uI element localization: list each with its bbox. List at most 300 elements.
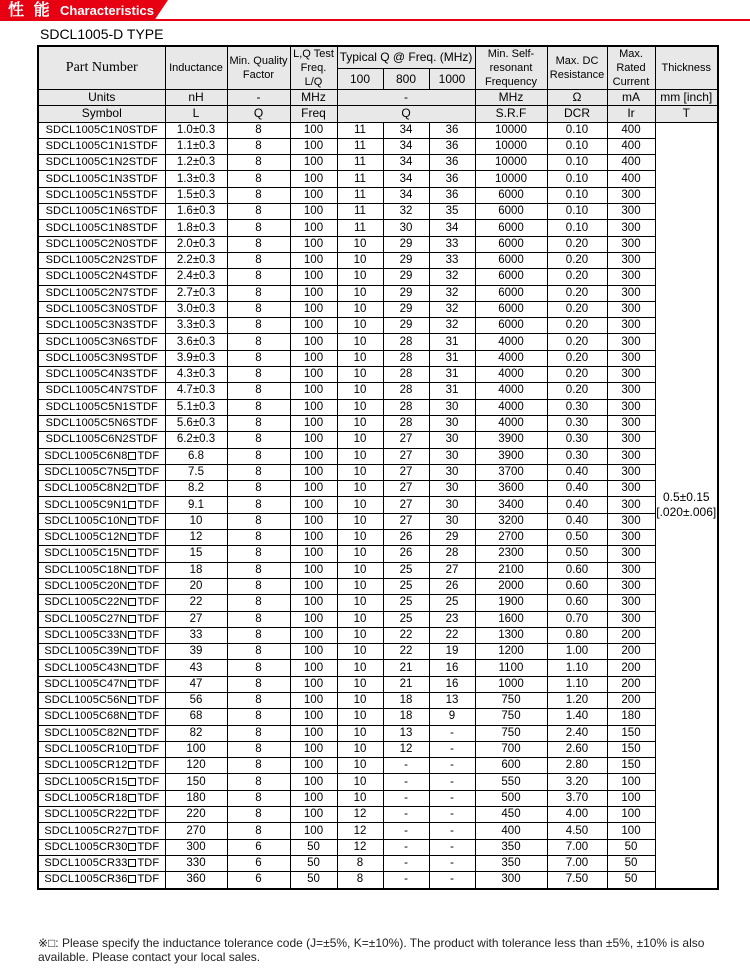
cell-q-800: 26 [383, 530, 429, 546]
cell-srf: 3900 [475, 432, 547, 448]
cell-rated-current: 200 [607, 676, 655, 692]
cell-q-100: 10 [337, 464, 383, 480]
table-row [38, 807, 718, 823]
units-cell: Ω [547, 90, 607, 106]
cell-part-number: SDCL1005CR36 TDF [38, 872, 165, 889]
cell-test-freq: 100 [290, 546, 337, 562]
cell-q-100: 10 [337, 285, 383, 301]
header-typical-q: Typical Q @ Freq. (MHz) [337, 46, 475, 68]
cell-q-100: 11 [337, 171, 383, 187]
cell-test-freq: 100 [290, 807, 337, 823]
cell-inductance: 2.0±0.3 [165, 236, 227, 252]
cell-q-800: 29 [383, 236, 429, 252]
cell-inductance: 360 [165, 872, 227, 889]
cell-srf: 450 [475, 807, 547, 823]
cell-rated-current: 300 [607, 513, 655, 529]
cell-dcr: 0.40 [547, 513, 607, 529]
cell-test-freq: 100 [290, 236, 337, 252]
cell-q-1000: 30 [429, 481, 475, 497]
cell-q-100: 10 [337, 252, 383, 268]
header-dcr: Max. DC Resistance [547, 46, 607, 90]
cell-q-100: 10 [337, 660, 383, 676]
cell-q-1000: 31 [429, 350, 475, 366]
cell-part-number: SDCL1005C4N7STDF [38, 383, 165, 399]
cell-part-number: SDCL1005C6N2STDF [38, 432, 165, 448]
cell-min-q: 8 [227, 220, 290, 236]
cell-inductance: 150 [165, 774, 227, 790]
cell-q-800: 28 [383, 367, 429, 383]
cell-part-number: SDCL1005C39N TDF [38, 644, 165, 660]
cell-test-freq: 100 [290, 269, 337, 285]
cell-test-freq: 100 [290, 383, 337, 399]
cell-q-1000: 28 [429, 546, 475, 562]
cell-part-number: SDCL1005C33N TDF [38, 627, 165, 643]
table-row [38, 155, 718, 171]
cell-inductance: 100 [165, 741, 227, 757]
cell-q-1000: 30 [429, 415, 475, 431]
cell-inductance: 300 [165, 839, 227, 855]
cell-test-freq: 100 [290, 660, 337, 676]
tolerance-code-box [128, 745, 136, 753]
cell-q-100: 11 [337, 122, 383, 138]
cell-test-freq: 100 [290, 334, 337, 350]
cell-part-number: SDCL1005C5N6STDF [38, 415, 165, 431]
cell-min-q: 8 [227, 611, 290, 627]
cell-test-freq: 100 [290, 790, 337, 806]
cell-q-1000: 31 [429, 383, 475, 399]
cell-q-100: 10 [337, 236, 383, 252]
table-row [38, 692, 718, 708]
cell-q-800: 34 [383, 155, 429, 171]
cell-part-number: SDCL1005C2N2STDF [38, 252, 165, 268]
cell-part-number: SDCL1005C1N2STDF [38, 155, 165, 171]
cell-q-800: 28 [383, 334, 429, 350]
tolerance-code-box [128, 631, 136, 639]
cell-q-100: 10 [337, 709, 383, 725]
header-freq-800: 800 [383, 68, 429, 89]
cell-inductance: 1.0±0.3 [165, 122, 227, 138]
cell-dcr: 1.40 [547, 709, 607, 725]
cell-part-number: SDCL1005CR10 TDF [38, 741, 165, 757]
cell-srf: 6000 [475, 318, 547, 334]
cell-test-freq: 100 [290, 171, 337, 187]
tolerance-code-box [128, 810, 136, 818]
cell-inductance: 4.7±0.3 [165, 383, 227, 399]
cell-srf: 1600 [475, 611, 547, 627]
cell-inductance: 56 [165, 692, 227, 708]
cell-rated-current: 200 [607, 644, 655, 660]
cell-q-100: 10 [337, 350, 383, 366]
cell-part-number: SDCL1005C7N5 TDF [38, 464, 165, 480]
cell-srf: 6000 [475, 252, 547, 268]
table-row [38, 367, 718, 383]
symbol-label: Symbol [38, 106, 165, 122]
cell-q-100: 11 [337, 138, 383, 154]
cell-test-freq: 100 [290, 513, 337, 529]
cell-dcr: 0.20 [547, 367, 607, 383]
cell-inductance: 5.6±0.3 [165, 415, 227, 431]
cell-rated-current: 300 [607, 252, 655, 268]
cell-dcr: 3.20 [547, 774, 607, 790]
cell-q-100: 10 [337, 513, 383, 529]
table-row [38, 448, 718, 464]
cell-inductance: 270 [165, 823, 227, 839]
cell-test-freq: 100 [290, 644, 337, 660]
symbol-cell: L [165, 106, 227, 122]
cell-q-800: - [383, 823, 429, 839]
cell-test-freq: 100 [290, 285, 337, 301]
cell-q-800: 29 [383, 269, 429, 285]
cell-rated-current: 300 [607, 497, 655, 513]
cell-srf: 6000 [475, 204, 547, 220]
cell-inductance: 2.7±0.3 [165, 285, 227, 301]
cell-part-number: SDCL1005C4N3STDF [38, 367, 165, 383]
cell-q-800: - [383, 872, 429, 889]
cell-inductance: 68 [165, 709, 227, 725]
cell-q-1000: - [429, 725, 475, 741]
cell-q-1000: 36 [429, 187, 475, 203]
cell-q-100: 10 [337, 318, 383, 334]
cell-inductance: 3.0±0.3 [165, 301, 227, 317]
cell-part-number: SDCL1005C10N TDF [38, 513, 165, 529]
cell-q-100: 10 [337, 774, 383, 790]
table-row [38, 872, 718, 889]
cell-srf: 1000 [475, 676, 547, 692]
cell-srf: 300 [475, 872, 547, 889]
cell-srf: 750 [475, 709, 547, 725]
cell-rated-current: 200 [607, 627, 655, 643]
cell-inductance: 220 [165, 807, 227, 823]
cell-q-1000: 36 [429, 155, 475, 171]
cell-dcr: 0.20 [547, 252, 607, 268]
cell-q-800: 21 [383, 676, 429, 692]
cell-q-800: 25 [383, 562, 429, 578]
cell-dcr: 0.20 [547, 318, 607, 334]
cell-dcr: 0.60 [547, 578, 607, 594]
cell-rated-current: 300 [607, 415, 655, 431]
product-type-title: SDCL1005-D TYPE [40, 26, 164, 42]
cell-part-number: SDCL1005C43N TDF [38, 660, 165, 676]
cell-thickness [655, 122, 718, 888]
cell-srf: 2100 [475, 562, 547, 578]
cell-q-1000: 32 [429, 318, 475, 334]
cell-q-800: 30 [383, 220, 429, 236]
cell-q-800: - [383, 855, 429, 871]
cell-q-1000: 30 [429, 399, 475, 415]
tolerance-code-box [128, 582, 136, 590]
cell-min-q: 8 [227, 530, 290, 546]
tolerance-code-box [128, 875, 136, 883]
cell-q-800: 28 [383, 350, 429, 366]
table-row [38, 236, 718, 252]
cell-part-number: SDCL1005C1N1STDF [38, 138, 165, 154]
cell-q-1000: - [429, 807, 475, 823]
cell-q-1000: - [429, 741, 475, 757]
cell-inductance: 10 [165, 513, 227, 529]
cell-q-100: 10 [337, 497, 383, 513]
cell-dcr: 0.60 [547, 562, 607, 578]
cell-min-q: 8 [227, 562, 290, 578]
cell-q-800: 22 [383, 644, 429, 660]
cell-srf: 500 [475, 790, 547, 806]
cell-min-q: 8 [227, 481, 290, 497]
cell-srf: 10000 [475, 171, 547, 187]
cell-part-number: SDCL1005C3N6STDF [38, 334, 165, 350]
cell-q-1000: 32 [429, 285, 475, 301]
tolerance-code-box [128, 843, 136, 851]
cell-q-100: 12 [337, 823, 383, 839]
cell-q-100: 10 [337, 741, 383, 757]
cell-srf: 1100 [475, 660, 547, 676]
cell-srf: 600 [475, 758, 547, 774]
cell-test-freq: 100 [290, 432, 337, 448]
cell-test-freq: 50 [290, 855, 337, 871]
symbol-cell: Q [227, 106, 290, 122]
cell-min-q: 8 [227, 367, 290, 383]
cell-rated-current: 50 [607, 839, 655, 855]
table-row [38, 171, 718, 187]
cell-srf: 4000 [475, 399, 547, 415]
cell-q-1000: - [429, 855, 475, 871]
cell-dcr: 0.10 [547, 187, 607, 203]
cell-dcr: 0.40 [547, 497, 607, 513]
cell-rated-current: 300 [607, 432, 655, 448]
cell-q-800: 27 [383, 497, 429, 513]
table-row [38, 644, 718, 660]
table-row [38, 855, 718, 871]
cell-part-number: SDCL1005CR12 TDF [38, 758, 165, 774]
cell-test-freq: 100 [290, 399, 337, 415]
cell-test-freq: 100 [290, 758, 337, 774]
cell-dcr: 0.30 [547, 448, 607, 464]
tolerance-code-box [128, 664, 136, 672]
cell-inductance: 6.8 [165, 448, 227, 464]
cell-part-number: SDCL1005CR33 TDF [38, 855, 165, 871]
tolerance-code-box [128, 680, 136, 688]
cell-inductance: 1.6±0.3 [165, 204, 227, 220]
cell-dcr: 0.20 [547, 285, 607, 301]
cell-inductance: 2.4±0.3 [165, 269, 227, 285]
tolerance-code-box [128, 549, 136, 557]
cell-min-q: 8 [227, 269, 290, 285]
cell-min-q: 8 [227, 399, 290, 415]
cell-test-freq: 100 [290, 448, 337, 464]
tolerance-code-box [128, 615, 136, 623]
cell-inductance: 5.1±0.3 [165, 399, 227, 415]
table-row [38, 611, 718, 627]
cell-min-q: 8 [227, 497, 290, 513]
cell-srf: 700 [475, 741, 547, 757]
cell-dcr: 7.00 [547, 855, 607, 871]
cell-rated-current: 300 [607, 448, 655, 464]
cell-test-freq: 100 [290, 204, 337, 220]
header-freq-100: 100 [337, 68, 383, 89]
cell-srf: 2700 [475, 530, 547, 546]
table-row [38, 204, 718, 220]
cell-q-800: 21 [383, 660, 429, 676]
cell-rated-current: 150 [607, 741, 655, 757]
cell-q-1000: 34 [429, 220, 475, 236]
table-row [38, 269, 718, 285]
cell-q-100: 10 [337, 562, 383, 578]
cell-q-100: 10 [337, 627, 383, 643]
cell-min-q: 8 [227, 122, 290, 138]
table-row [38, 187, 718, 203]
cell-part-number: SDCL1005C3N3STDF [38, 318, 165, 334]
cell-srf: 3900 [475, 448, 547, 464]
cell-inductance: 15 [165, 546, 227, 562]
cell-rated-current: 300 [607, 481, 655, 497]
cell-test-freq: 100 [290, 350, 337, 366]
cell-test-freq: 100 [290, 562, 337, 578]
cell-min-q: 8 [227, 741, 290, 757]
table-row [38, 790, 718, 806]
cell-test-freq: 100 [290, 301, 337, 317]
cell-inductance: 47 [165, 676, 227, 692]
cell-test-freq: 100 [290, 464, 337, 480]
table-row [38, 709, 718, 725]
cell-rated-current: 300 [607, 204, 655, 220]
cell-inductance: 7.5 [165, 464, 227, 480]
cell-min-q: 8 [227, 285, 290, 301]
cell-part-number: SDCL1005C2N4STDF [38, 269, 165, 285]
cell-dcr: 0.20 [547, 269, 607, 285]
table-row [38, 481, 718, 497]
cell-test-freq: 100 [290, 725, 337, 741]
cell-srf: 4000 [475, 367, 547, 383]
cell-test-freq: 100 [290, 367, 337, 383]
cell-q-800: - [383, 774, 429, 790]
cell-q-100: 10 [337, 790, 383, 806]
cell-part-number: SDCL1005C2N0STDF [38, 236, 165, 252]
cell-q-1000: 13 [429, 692, 475, 708]
symbol-cell: T [655, 106, 718, 122]
cell-inductance: 27 [165, 611, 227, 627]
cell-dcr: 7.00 [547, 839, 607, 855]
table-row [38, 415, 718, 431]
cell-part-number: SDCL1005CR15 TDF [38, 774, 165, 790]
table-row [38, 252, 718, 268]
cell-rated-current: 300 [607, 367, 655, 383]
cell-test-freq: 100 [290, 709, 337, 725]
cell-min-q: 8 [227, 725, 290, 741]
cell-dcr: 0.70 [547, 611, 607, 627]
cell-dcr: 0.30 [547, 432, 607, 448]
cell-dcr: 0.20 [547, 350, 607, 366]
cell-q-100: 10 [337, 546, 383, 562]
symbol-cell: Q [337, 106, 475, 122]
table-row [38, 774, 718, 790]
cell-q-800: 12 [383, 741, 429, 757]
thickness-mm: 0.5±0.15 [662, 490, 710, 505]
cell-dcr: 0.10 [547, 122, 607, 138]
header-inductance: Inductance [165, 46, 227, 90]
cell-inductance: 9.1 [165, 497, 227, 513]
cell-inductance: 1.1±0.3 [165, 138, 227, 154]
table-row [38, 399, 718, 415]
cell-test-freq: 100 [290, 252, 337, 268]
cell-srf: 4000 [475, 334, 547, 350]
symbol-row [38, 106, 718, 122]
cell-q-800: 18 [383, 692, 429, 708]
cell-min-q: 8 [227, 138, 290, 154]
cell-srf: 2300 [475, 546, 547, 562]
cell-part-number: SDCL1005C22N TDF [38, 595, 165, 611]
cell-q-100: 8 [337, 872, 383, 889]
cell-q-1000: - [429, 823, 475, 839]
cell-srf: 4000 [475, 383, 547, 399]
cell-srf: 1300 [475, 627, 547, 643]
cell-dcr: 0.30 [547, 399, 607, 415]
cell-part-number: SDCL1005C82N TDF [38, 725, 165, 741]
cell-srf: 3600 [475, 481, 547, 497]
cell-rated-current: 400 [607, 171, 655, 187]
tolerance-code-box [128, 517, 136, 525]
cell-test-freq: 100 [290, 578, 337, 594]
cell-dcr: 2.40 [547, 725, 607, 741]
header-min-q: Min. Quality Factor [227, 46, 290, 90]
header-part-number: Part Number [38, 46, 165, 90]
cell-srf: 350 [475, 839, 547, 855]
cell-test-freq: 100 [290, 676, 337, 692]
cell-rated-current: 300 [607, 318, 655, 334]
cell-dcr: 0.50 [547, 546, 607, 562]
cell-srf: 1900 [475, 595, 547, 611]
cell-dcr: 1.00 [547, 644, 607, 660]
table-row [38, 432, 718, 448]
cell-inductance: 120 [165, 758, 227, 774]
cell-dcr: 0.40 [547, 464, 607, 480]
cell-test-freq: 100 [290, 187, 337, 203]
cell-srf: 4000 [475, 350, 547, 366]
cell-part-number: SDCL1005C5N1STDF [38, 399, 165, 415]
symbol-cell: Freq [290, 106, 337, 122]
units-cell: MHz [475, 90, 547, 106]
table-row [38, 758, 718, 774]
table-row [38, 383, 718, 399]
cell-min-q: 8 [227, 204, 290, 220]
cell-part-number: SDCL1005CR27 TDF [38, 823, 165, 839]
cell-srf: 3400 [475, 497, 547, 513]
cell-q-1000: 30 [429, 513, 475, 529]
cell-min-q: 6 [227, 839, 290, 855]
cell-q-800: - [383, 790, 429, 806]
cell-test-freq: 100 [290, 741, 337, 757]
cell-min-q: 8 [227, 758, 290, 774]
cell-rated-current: 300 [607, 269, 655, 285]
cell-min-q: 8 [227, 546, 290, 562]
table-row [38, 138, 718, 154]
cell-dcr: 0.20 [547, 383, 607, 399]
table-row [38, 725, 718, 741]
cell-srf: 10000 [475, 155, 547, 171]
cell-q-800: 27 [383, 481, 429, 497]
cell-q-100: 11 [337, 204, 383, 220]
cell-q-800: 34 [383, 171, 429, 187]
table-row [38, 464, 718, 480]
cell-q-100: 12 [337, 839, 383, 855]
tolerance-code-box [128, 533, 136, 541]
table-row [38, 318, 718, 334]
cell-q-800: 34 [383, 187, 429, 203]
table-row [38, 546, 718, 562]
cell-srf: 3200 [475, 513, 547, 529]
cell-srf: 10000 [475, 122, 547, 138]
cell-q-800: 27 [383, 464, 429, 480]
tolerance-code-box [128, 827, 136, 835]
cell-rated-current: 300 [607, 187, 655, 203]
cell-inductance: 330 [165, 855, 227, 871]
